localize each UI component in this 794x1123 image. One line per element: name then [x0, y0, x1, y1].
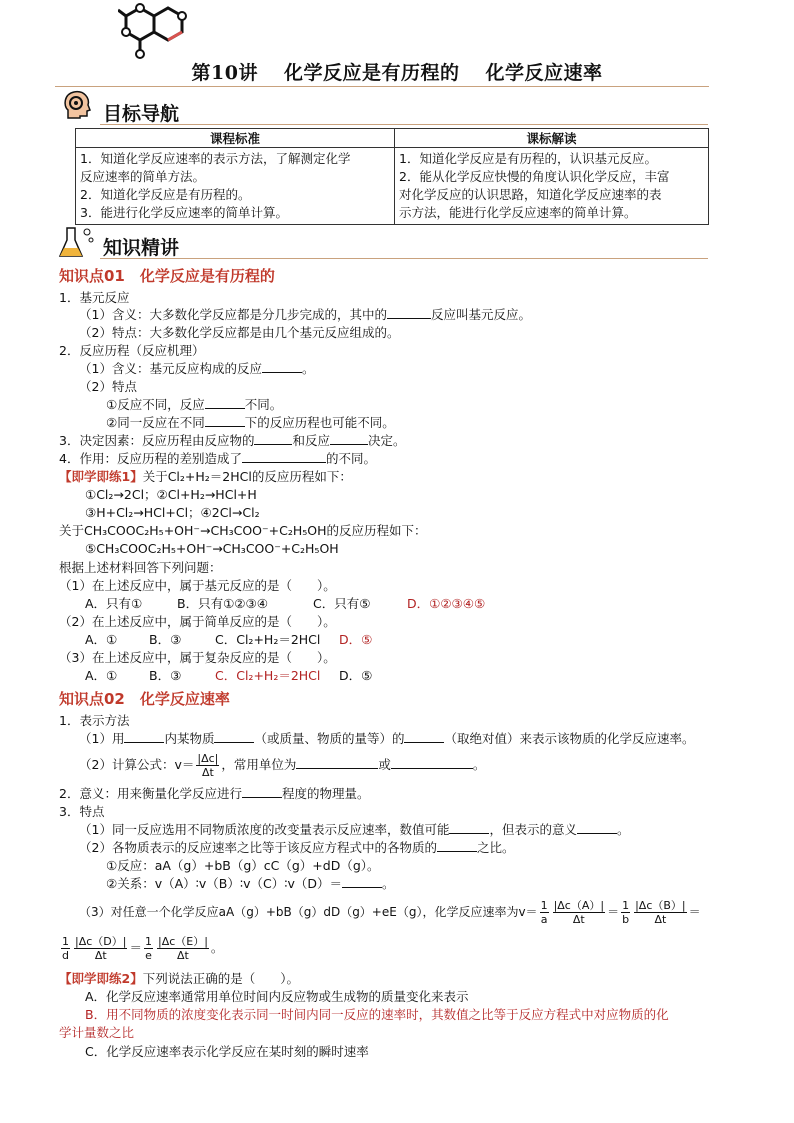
table-header-interpretation: 课标解读	[395, 129, 709, 148]
fill-blank	[391, 756, 473, 769]
title-underline	[55, 86, 709, 87]
formula-line: （3）对任意一个化学反应aA（g）+bB（g）dD（g）+eE（g），化学反应速率为v＝ $\frac{1}{a}$ $\frac{|\Delta c(A)|}{\Delta t}$ ＝ $\frac{1}{b}$ $\frac{|\Delta c(B)|}{\Delta t}$ ＝	[79, 899, 701, 926]
fraction: $\frac{|\Delta c(D)|}{\Delta t}$	[75, 935, 127, 962]
option-b-answer-cont: 学计量数之比	[59, 1025, 135, 1040]
fraction: $\frac{1}{d}$	[62, 935, 69, 962]
text-line: （1）含义：基元反应构成的反应 。	[79, 361, 315, 376]
fill-blank	[205, 414, 245, 427]
option-a: A．化学反应速率通常用单位时间内反应物或生成物的质量变化来表示	[85, 989, 469, 1004]
text-line: 2．意义：用来衡量化学反应进行 程度的物理量。	[59, 786, 370, 801]
text-line: ②同一反应在不同 下的反应历程也可能不同。	[106, 415, 395, 430]
text-line: ①Cl₂→2Cl；②Cl+H₂→HCl+H	[85, 487, 257, 502]
text-line: ⑤CH₃COOC₂H₅+OH⁻→CH₃COO⁻+C₂H₅OH	[85, 541, 339, 556]
fill-blank	[449, 821, 489, 834]
fraction: $\frac{1}{b}$	[622, 899, 630, 926]
text-line: ①反应不同，反应 不同。	[106, 397, 283, 412]
text-line: 1．基元反应	[59, 290, 130, 305]
fill-blank	[577, 821, 617, 834]
fraction: $\frac{|\Delta c(E)|}{\Delta t}$	[157, 935, 208, 962]
question-practice-2: 【即学即练2】下列说法正确的是（ ）。	[59, 971, 299, 986]
question-1: （1）在上述反应中，属于基元反应的是（ ）。	[59, 578, 336, 593]
standards-table	[75, 128, 709, 225]
flask-icon	[57, 222, 97, 262]
text-line: 1．表示方法	[59, 713, 130, 728]
fill-blank	[214, 730, 254, 743]
fill-blank	[387, 306, 431, 319]
text-line: （2）特点	[79, 379, 137, 394]
fraction: $\frac{|\Delta c(B)|}{\Delta t}$	[635, 899, 686, 926]
fill-blank	[242, 450, 326, 463]
fill-blank	[262, 360, 302, 373]
text-line: ③H+Cl₂→HCl+Cl；④2Cl→Cl₂	[85, 505, 260, 520]
fraction: $\frac{|\Delta c(A)|}{\Delta t}$	[553, 899, 605, 926]
fill-blank	[242, 785, 282, 798]
text-line: 关于CH₃COOC₂H₅+OH⁻→CH₃COO⁻+C₂H₅OH的反应历程如下：	[59, 523, 427, 538]
answer-option: C．Cl₂+H₂＝2HCl	[215, 668, 321, 683]
table-cell-interpretation: 1．知道化学反应是有历程的，认识基元反应。 2．能从化学反应快慢的角度认识化学反应，丰富 对化学反应的认识思路，知道化学反应速率的表 示方法，能进行化学反应速率的简单计算。	[395, 148, 709, 225]
fill-blank	[437, 839, 477, 852]
options-3: A．① B．③ C．Cl₂+H₂＝2HCl D．⑤	[85, 668, 373, 683]
formula-line: $\frac{1}{d}$ $\frac{|\Delta c(D)|}{\Delta t}$ ＝ $\frac{1}{e}$ $\frac{|\Delta c(E)|}{\Delta t}$ 。	[62, 935, 224, 962]
head-gear-icon	[60, 88, 94, 122]
section-divider	[100, 124, 708, 125]
section-heading-knowledge: 知识精讲	[103, 237, 180, 259]
table-cell-standard: 1．知道化学反应速率的表示方法，了解测定化学 反应速率的简单方法。 2．知道化学反应是有历程的。 3．能进行化学反应速率的简单计算。	[76, 148, 395, 225]
options-2: A．① B．③ C．Cl₂+H₂＝2HCl D．⑤	[85, 632, 373, 647]
option-c: C．化学反应速率表示化学反应在某时刻的瞬时速率	[85, 1044, 369, 1059]
fraction: $\frac{1}{e}$	[144, 935, 152, 962]
text-line: 3．特点	[59, 804, 105, 819]
section-heading-goals: 目标导航	[103, 103, 180, 125]
answer-option: D．①②③④⑤	[407, 596, 486, 611]
fill-blank	[404, 730, 444, 743]
text-line: （1）含义：大多数化学反应都是分几步完成的，其中的 反应叫基元反应。	[79, 307, 531, 322]
fill-blank	[296, 756, 378, 769]
fraction: $\frac{|\Delta c|}{\Delta t}$	[197, 752, 219, 779]
page-title: 第10讲 化学反应是有历程的 化学反应速率	[191, 62, 603, 84]
text-line: 根据上述材料回答下列问题：	[59, 560, 222, 575]
fill-blank	[254, 432, 292, 445]
question-3: （3）在上述反应中，属于复杂反应的是（ ）。	[59, 650, 336, 665]
fill-blank	[124, 730, 164, 743]
text-line: （1）用 内某物质 （或质量、物质的量等）的 （取绝对值）来表示该物质的化学反应速率。	[79, 731, 695, 746]
answer-option: D．⑤	[339, 632, 373, 647]
molecule-logo-icon	[118, 0, 198, 60]
fill-blank	[342, 875, 382, 888]
text-line: ②关系：v（A）∶v（B）∶v（C）∶v（D）＝ 。	[106, 876, 395, 891]
text-line: （2）特点：大多数化学反应都是由几个基元反应组成的。	[79, 325, 400, 340]
text-line: 4．作用：反应历程的差别造成了 的不同。	[59, 451, 376, 466]
fill-blank	[205, 396, 245, 409]
table-header-standard: 课程标准	[76, 129, 395, 148]
section-divider	[100, 258, 708, 259]
question-2: （2）在上述反应中，属于简单反应的是（ ）。	[59, 614, 336, 629]
fill-blank	[330, 432, 368, 445]
text-line: 【即学即练1】关于Cl₂+H₂＝2HCl的反应历程如下：	[59, 469, 352, 484]
option-b-answer: B．用不同物质的浓度变化表示同一时间内同一反应的速率时，其数值之比等于反应方程式中对应物质的化	[85, 1007, 669, 1022]
knowledge-point-2: 知识点02 化学反应速率	[59, 690, 230, 708]
text-line: 3．决定因素：反应历程由反应物的 和反应 决定。	[59, 433, 406, 448]
text-line: （2）各物质表示的反应速率之比等于该反应方程式中的各物质的 之比。	[79, 840, 515, 855]
formula-line: （2）计算公式：v＝ $\frac{|\Delta c|}{\Delta t}$ ，常用单位为 或 。	[79, 752, 486, 779]
text-line: ①反应：aA（g）+bB（g）cC（g）+dD（g）。	[106, 858, 380, 873]
fraction: $\frac{1}{a}$	[540, 899, 548, 926]
text-line: 2．反应历程（反应机理）	[59, 343, 205, 358]
text-line: （1）同一反应选用不同物质浓度的改变量表示反应速率，数值可能 ，但表示的意义 。	[79, 822, 630, 837]
knowledge-point-1: 知识点01 化学反应是有历程的	[59, 267, 275, 285]
options-1: A．只有① B．只有①②③④ C．只有⑤ D．①②③④⑤	[85, 596, 486, 611]
